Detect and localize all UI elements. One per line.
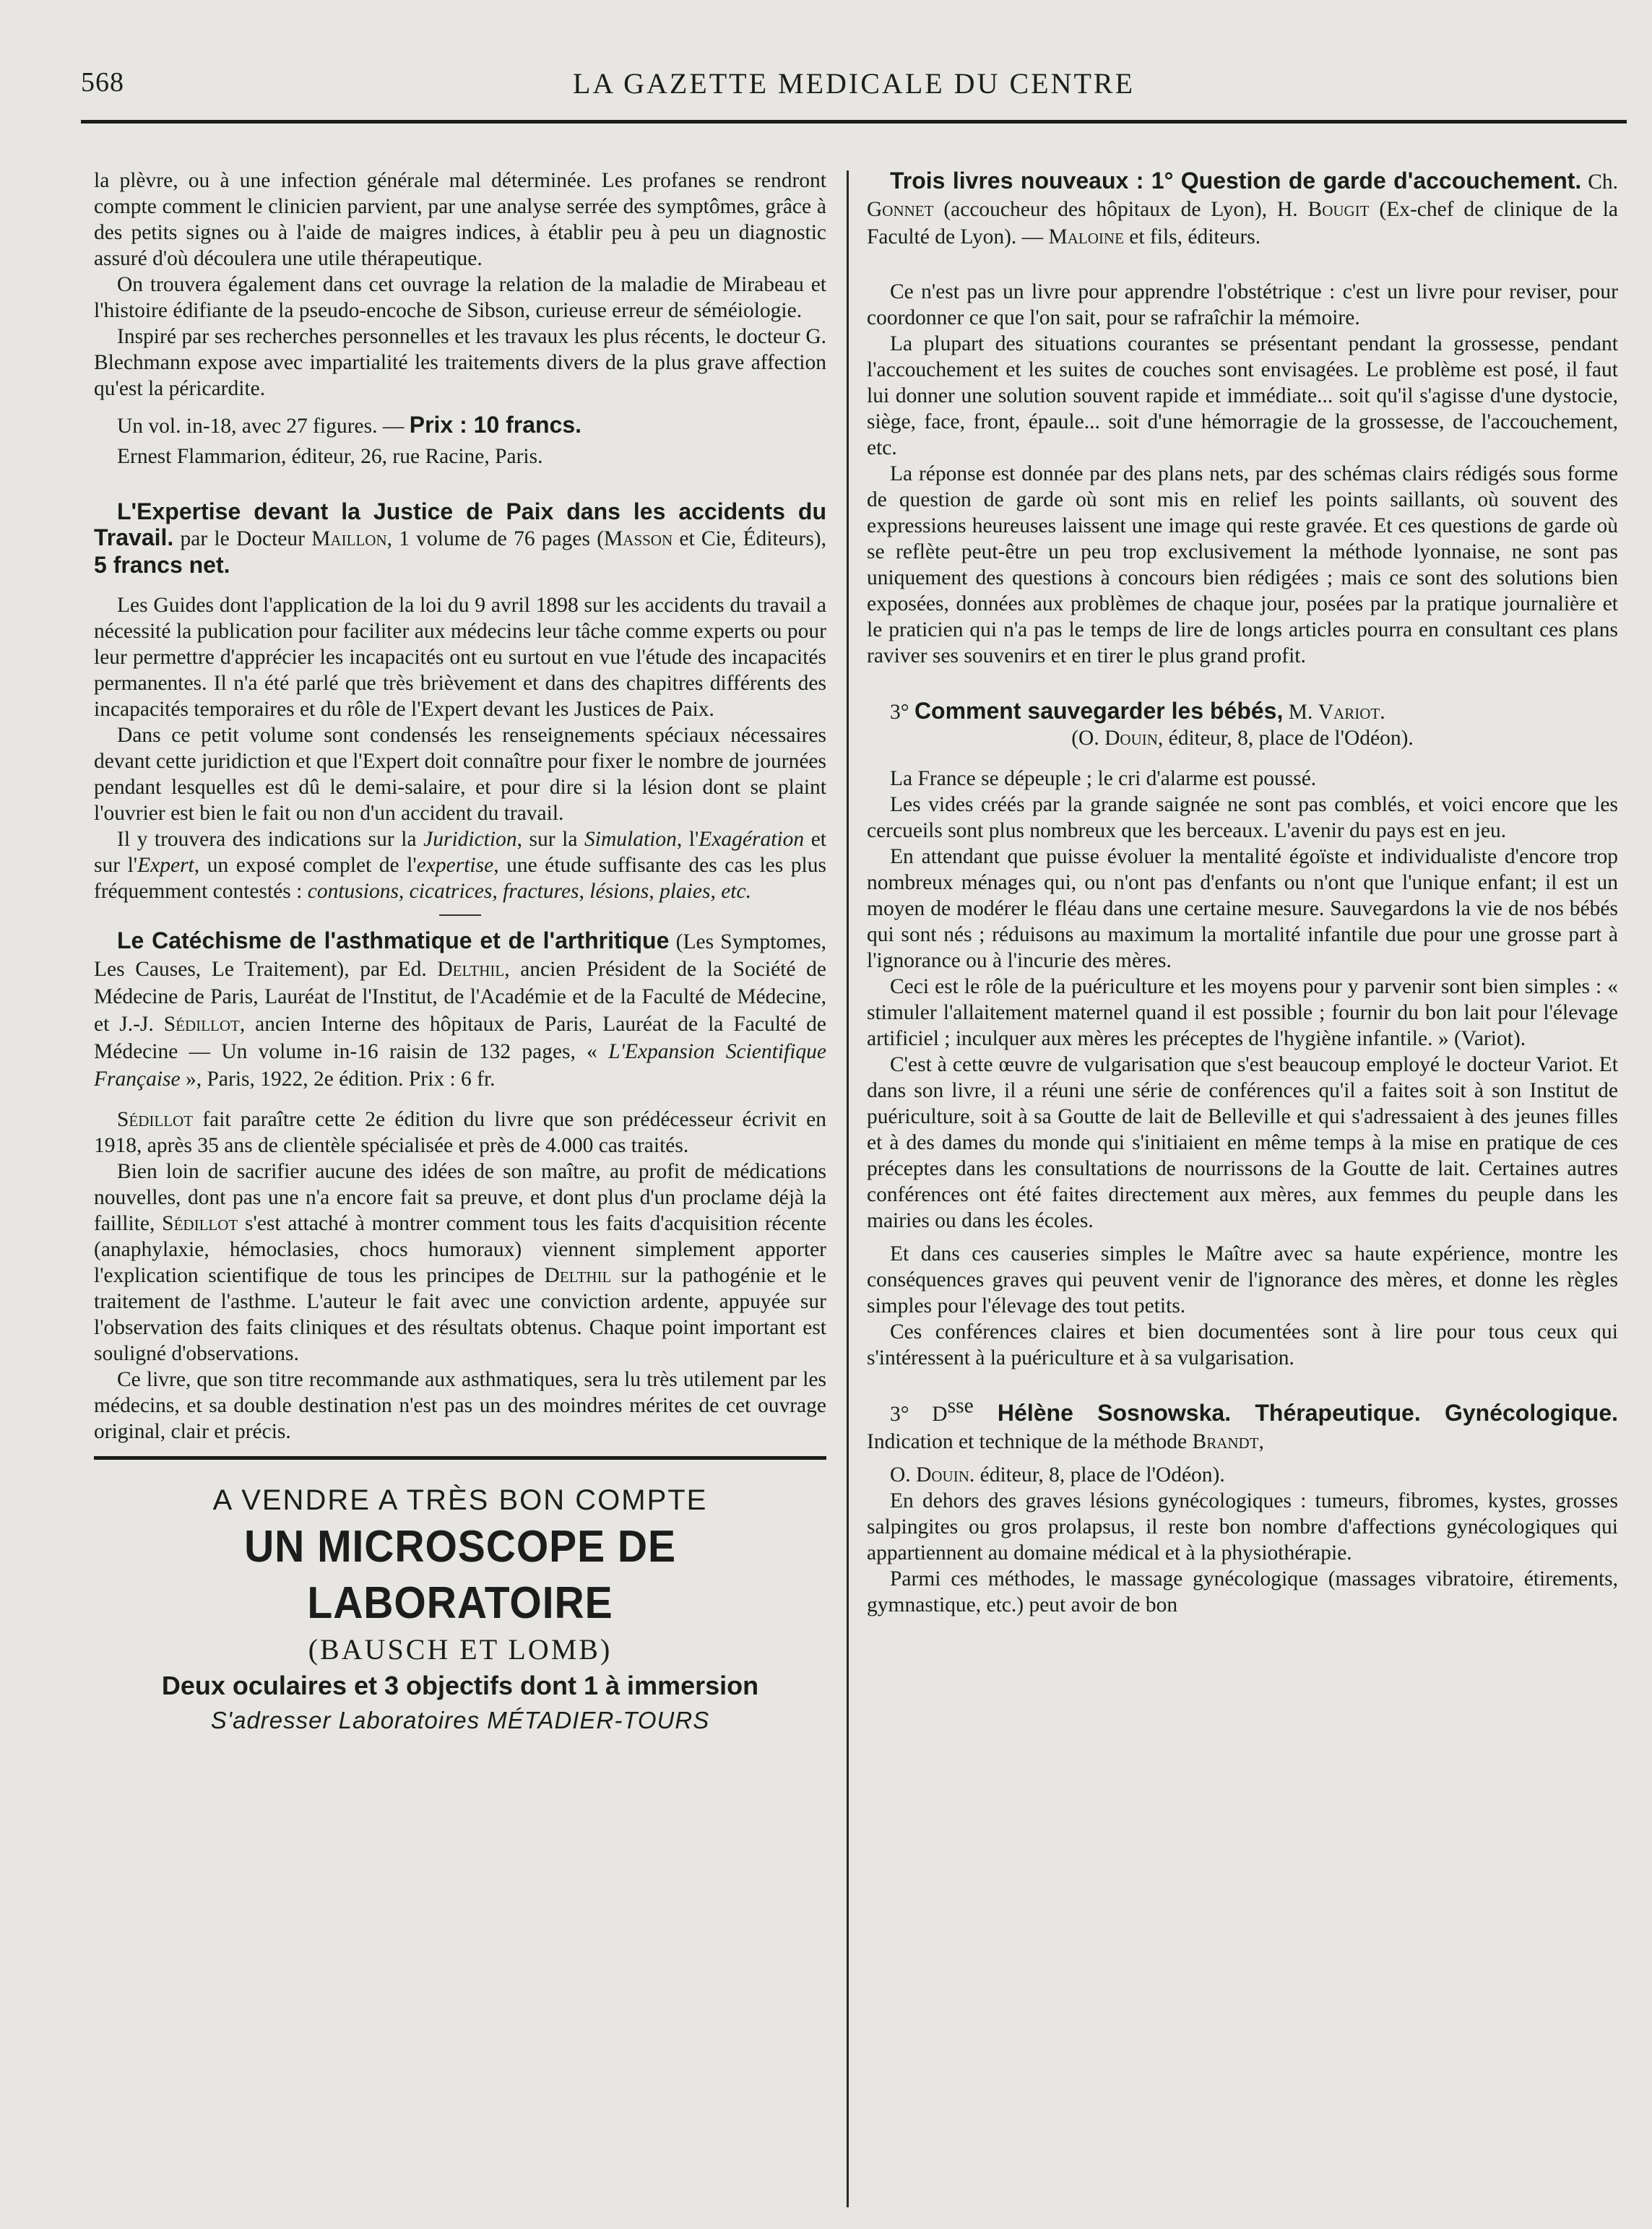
paragraph: Les Guides dont l'application de la loi du 9 avril 1898 sur les accidents du travail a nécessité la publication pour faciliter aux médecins leur tâche comme experts ou pour leur permettre d'apprécier les incapacités ont eu surtout en vue l'étude des incapacités permanentes. Il n'a été parlé que très brièvement et dans des chapitres différents des incapacités temporaires et du rôle de l'Expert devant les Justices de Paix. xyxy=(94,594,826,721)
paragraph: Et dans ces causeries simples le Maître avec sa haute expérience, montre les conséquences graves qui peuvent venir de l'ignorance des mères, et donne les règles simples pour l'élevage des tout petits. xyxy=(867,1242,1618,1317)
book-title: Trois livres nouveaux : 1° Question de garde d'accouchement. xyxy=(890,168,1582,194)
review-expertise xyxy=(94,498,826,916)
book-heading: 3° Comment sauvegarder les bébés, M. Variot. xyxy=(890,698,1385,724)
paragraph: C'est à cette œuvre de vulgarisation que s'est beaucoup employé le docteur Variot. Et dans son livre, il a réuni une série de conférences qu'il a faites soit à son Institut de puériculture, soit à sa Goutte de lait de Belleville et qui s'adressaient à des jeunes filles et à des dames du monde qui s'initiaient en même temps à la mise en pratique de ces préceptes dans les consultations de nourrissons de la Goutte de lait. Certaines autres conférences ont été faites directement aux mères, aux femmes du peuple dans les mairies ou dans les écoles. xyxy=(867,1053,1618,1232)
paragraph: Ceci est le rôle de la puériculture et les moyens pour y parvenir sont bien simples : « stimuler l'allaitement maternel quand il est possible ; fournir du bon lait pour l'élevage artificiel ; inculquer aux mères les préceptes de l'hygiène infantile. » (Variot). xyxy=(867,975,1618,1050)
price: 5 francs net. xyxy=(94,552,230,578)
publisher-line: (O. Douin, éditeur, 8, place de l'Odéon). xyxy=(1071,727,1414,750)
microscope-advertisement xyxy=(94,1456,826,1737)
ad-contact: S'adresser Laboratoires MÉTADIER-TOURS xyxy=(210,1707,710,1734)
column-divider xyxy=(847,170,849,2207)
paragraph: Bien loin de sacrifier aucune des idées de son maître, au profit de médications nouvelles, dont pas une n'a encore fait sa preuve, et dont plus d'un proclame déjà la faillite, Sédillot s'est attaché à montrer comment tous les faits d'acquisition récente (anaphylaxie, hémoclasies, chocs humoraux) viennent simplement apporter l'explication scientifique de tous les principes de Delthil sur la pathogénie et le traitement de l'asthme. L'auteur le fait avec une conviction ardente, appuyée sur l'observation des faits cliniques et des résultats obtenus. Chaque point important est souligné d'observations. xyxy=(94,1160,826,1365)
review-continuation xyxy=(94,168,826,469)
paragraph: Dans ce petit volume sont condensés les renseignements spéciaux nécessaires devant cette juridiction et que l'Expert doit connaître pour fixer le nombre de journées pendant lesquelles est dû le demi-salaire, et pour dire si la lésion dont se plaint l'ouvrier est bien le fait ou non d'un accident du travail. xyxy=(94,724,826,825)
publisher-line: O. Douin. éditeur, 8, place de l'Odéon). xyxy=(890,1463,1225,1486)
paragraph: En attendant que puisse évoluer la mentalité égoïste et individualiste d'encore trop nombreux ménages qui, ou n'ont pas d'enfants ou n'ont que l'unique enfant; il est un moyen de modérer le fléau dans une certaine mesure. Sauvegardons la vie de nos bébés qui sont nés ; réduisons au maximum la mortalité infantile due pour une grosse part à l'ignorance ou à l'incurie des mères. xyxy=(867,845,1618,972)
paragraph: Inspiré par ses recherches personnelles et les travaux les plus récents, le docteur G. Blechmann expose avec impartialité les traitements divers de la plus grave affection qu'est la péricardite. xyxy=(94,325,826,400)
author-name: Delthil xyxy=(437,958,505,981)
book-heading: L'Expertise devant la Justice de Paix dans les accidents du Travail. par le Docteur Maillon, 1 volume de 76 pages (Masson et Cie, Éditeurs), 5 francs net. xyxy=(94,498,827,578)
review-trois-livres xyxy=(867,168,1618,669)
paragraph: Ce n'est pas un livre pour apprendre l'obstétrique : c'est un livre pour reviser, pour coordonner ce que l'on sait, pour se rafraîchir la mémoire. xyxy=(867,280,1618,329)
book-title: Le Catéchisme de l'asthmatique et de l'arthritique xyxy=(117,927,670,953)
paragraph: La France se dépeuple ; le cri d'alarme est poussé. xyxy=(890,767,1317,790)
author-name: Variot xyxy=(1318,701,1380,724)
paragraph: Les vides créés par la grande saignée ne sont pas comblés, et voici encore que les cercueils sont plus nombreux que les berceaux. L'avenir du pays est en jeu. xyxy=(867,793,1618,842)
paragraph: La plupart des situations courantes se présentant pendant la grossesse, pendant l'accouchement et les suites de couches sont envisagées. Le problème est posé, il faut lui donner une solution souvent rapide et immédiate... soit qu'il s'agisse d'une dystocie, siège, face, front, épaule... soit d'une hémorragie de la grossesse, de l'accouchement, etc. xyxy=(867,332,1618,459)
book-heading: Trois livres nouveaux : 1° Question de garde d'accouchement. Ch. Gonnet (accoucheur des hôpitaux de Lyon), H. Bougit (Ex-chef de clinique de la Faculté de Lyon). — Maloine et fils, éditeurs. xyxy=(867,168,1618,248)
author-name: Maillon xyxy=(311,527,387,550)
ad-brand: (BAUSCH ET LOMB) xyxy=(308,1633,613,1666)
paragraph: Il y trouvera des indications sur la Juridiction, sur la Simulation, l'Exagération et sur l'Expert, un exposé complet de l'expertise, une étude suffisante des cas les plus fréquemment contestés : contusions, cicatrices, fractures, lésions, plaies, etc. xyxy=(94,828,826,903)
review-gynecologie xyxy=(867,1394,1619,1618)
paragraph: En dehors des graves lésions gynécologiques : tumeurs, fibromes, kystes, grosses salpingites ou gros prolapsus, il reste bon nombre d'affections gynécologiques qui appartiennent au domaine médical et à la physiothérapie. xyxy=(867,1489,1618,1564)
ad-title: UN MICROSCOPE DE LABORATOIRE xyxy=(244,1522,676,1628)
right-column xyxy=(867,168,1618,1618)
book-title: Hélène Sosnowska. Thérapeutique. Gynécologique. xyxy=(973,1400,1619,1426)
book-title: L'Expertise devant la Justice de Paix dans les accidents du Travail. xyxy=(94,498,826,550)
running-title: LA GAZETTE MEDICALE DU CENTRE xyxy=(572,67,1135,100)
paragraph: Sédillot fait paraître cette 2e édition du livre que son prédécesseur écrivit en 1918, après 35 ans de clientèle spécialisée et près de 4.000 cas traités. xyxy=(94,1108,826,1157)
paragraph: Parmi ces méthodes, le massage gynécologique (massages vibratoire, étirements, gymnastique, etc.) peut avoir de bon xyxy=(867,1567,1618,1616)
ad-description: Deux oculaires et 3 objectifs dont 1 à immersion xyxy=(161,1671,759,1700)
paragraph: La réponse est donnée par des plans nets, par des schémas clairs rédigés sous forme de question de garde où sont mis en relief les points saillants, où souvent des expressions heureuses laissent une image qui reste gravée. Et ces questions de garde où se reflète peut-être un peu trop exclusivement la méthode lyonnaise, ne sont pas uniquement des questions à concours bien rédigées ; mais ce sont des solutions bien exposées, données aux problèmes de chaque jour, posées par la pratique journalière et le praticien qui n'a pas le temps de lire de longs articles pourra en consultant ces plans raviver ses souvenirs et en tirer le plus grand profit. xyxy=(867,462,1618,667)
paragraph: On trouvera également dans cet ouvrage la relation de la maladie de Mirabeau et l'histoire édifiante de la pseudo-encoche de Sibson, curieuse erreur de séméiologie. xyxy=(94,273,826,322)
publisher-name: Masson xyxy=(604,527,673,550)
publisher-name: Maloine xyxy=(1048,225,1124,248)
paragraph: Ces conférences claires et bien documentées sont à lire pour tous ceux qui s'intéressent à la puériculture et à sa vulgarisation. xyxy=(867,1320,1618,1369)
book-title: Comment sauvegarder les bébés, xyxy=(914,698,1284,724)
book-heading: 3° $D^{sse}$ Hélène Sosnowska. Thérapeutique. Gynécologique. Indication et technique de la méthode Brandt, xyxy=(867,1394,1619,1453)
editor-line: Ernest Flammarion, éditeur, 26, rue Racine, Paris. xyxy=(117,445,543,468)
header-rule xyxy=(81,120,1627,124)
author-name: Bougit xyxy=(1307,198,1370,221)
page-number: 568 xyxy=(81,67,124,98)
volume-line: Un vol. in-18, avec 27 figures. — Prix : 10 francs. xyxy=(117,412,582,438)
collection-name: L'Expansion Scientifique Française xyxy=(94,1040,826,1091)
paragraph: Ce livre, que son titre recommande aux asthmatiques, sera lu très utilement par les médecins, et sa double destination n'est pas un des moindres mérites de cet ouvrage original, clair et précis. xyxy=(94,1368,826,1443)
page-header xyxy=(81,66,1627,110)
author-name: Sédillot xyxy=(163,1013,240,1036)
book-heading: Le Catéchisme de l'asthmatique et de l'arthritique (Les Symptomes, Les Causes, Le Traitement), par Ed. Delthil, ancien Président de la Société de Médecine de Paris, Lauréat de l'Institut, de l'Académie et de la Faculté de Médecine, et J.-J. Sédillot, ancien Interne des hôpitaux de Paris, Lauréat de la Faculté de Médecine — Un volume in-16 raisin de 132 pages, « L'Expansion Scientifique Française », Paris, 1922, 2e édition. Prix : 6 fr. xyxy=(94,927,826,1091)
ad-headline: A VENDRE A TRÈS BON COMPTE xyxy=(212,1484,708,1516)
review-catechisme xyxy=(94,927,826,1445)
paragraph: la plèvre, ou à une infection générale mal déterminée. Les profanes se rendront compte comment le clinicien parvient, par une analyse serrée des symptômes, grâce à des petits signes ou à l'aide de maigres indices, à établir peu à peu un diagnostic assuré d'où découlera une utile thérapeutique. xyxy=(94,169,826,270)
price: Prix : 10 francs. xyxy=(409,412,582,438)
author-name: Brandt xyxy=(1192,1430,1259,1453)
section-separator xyxy=(439,914,481,916)
left-column xyxy=(94,168,826,1737)
author-name: Gonnet xyxy=(867,198,934,221)
review-bebes xyxy=(867,698,1618,1371)
